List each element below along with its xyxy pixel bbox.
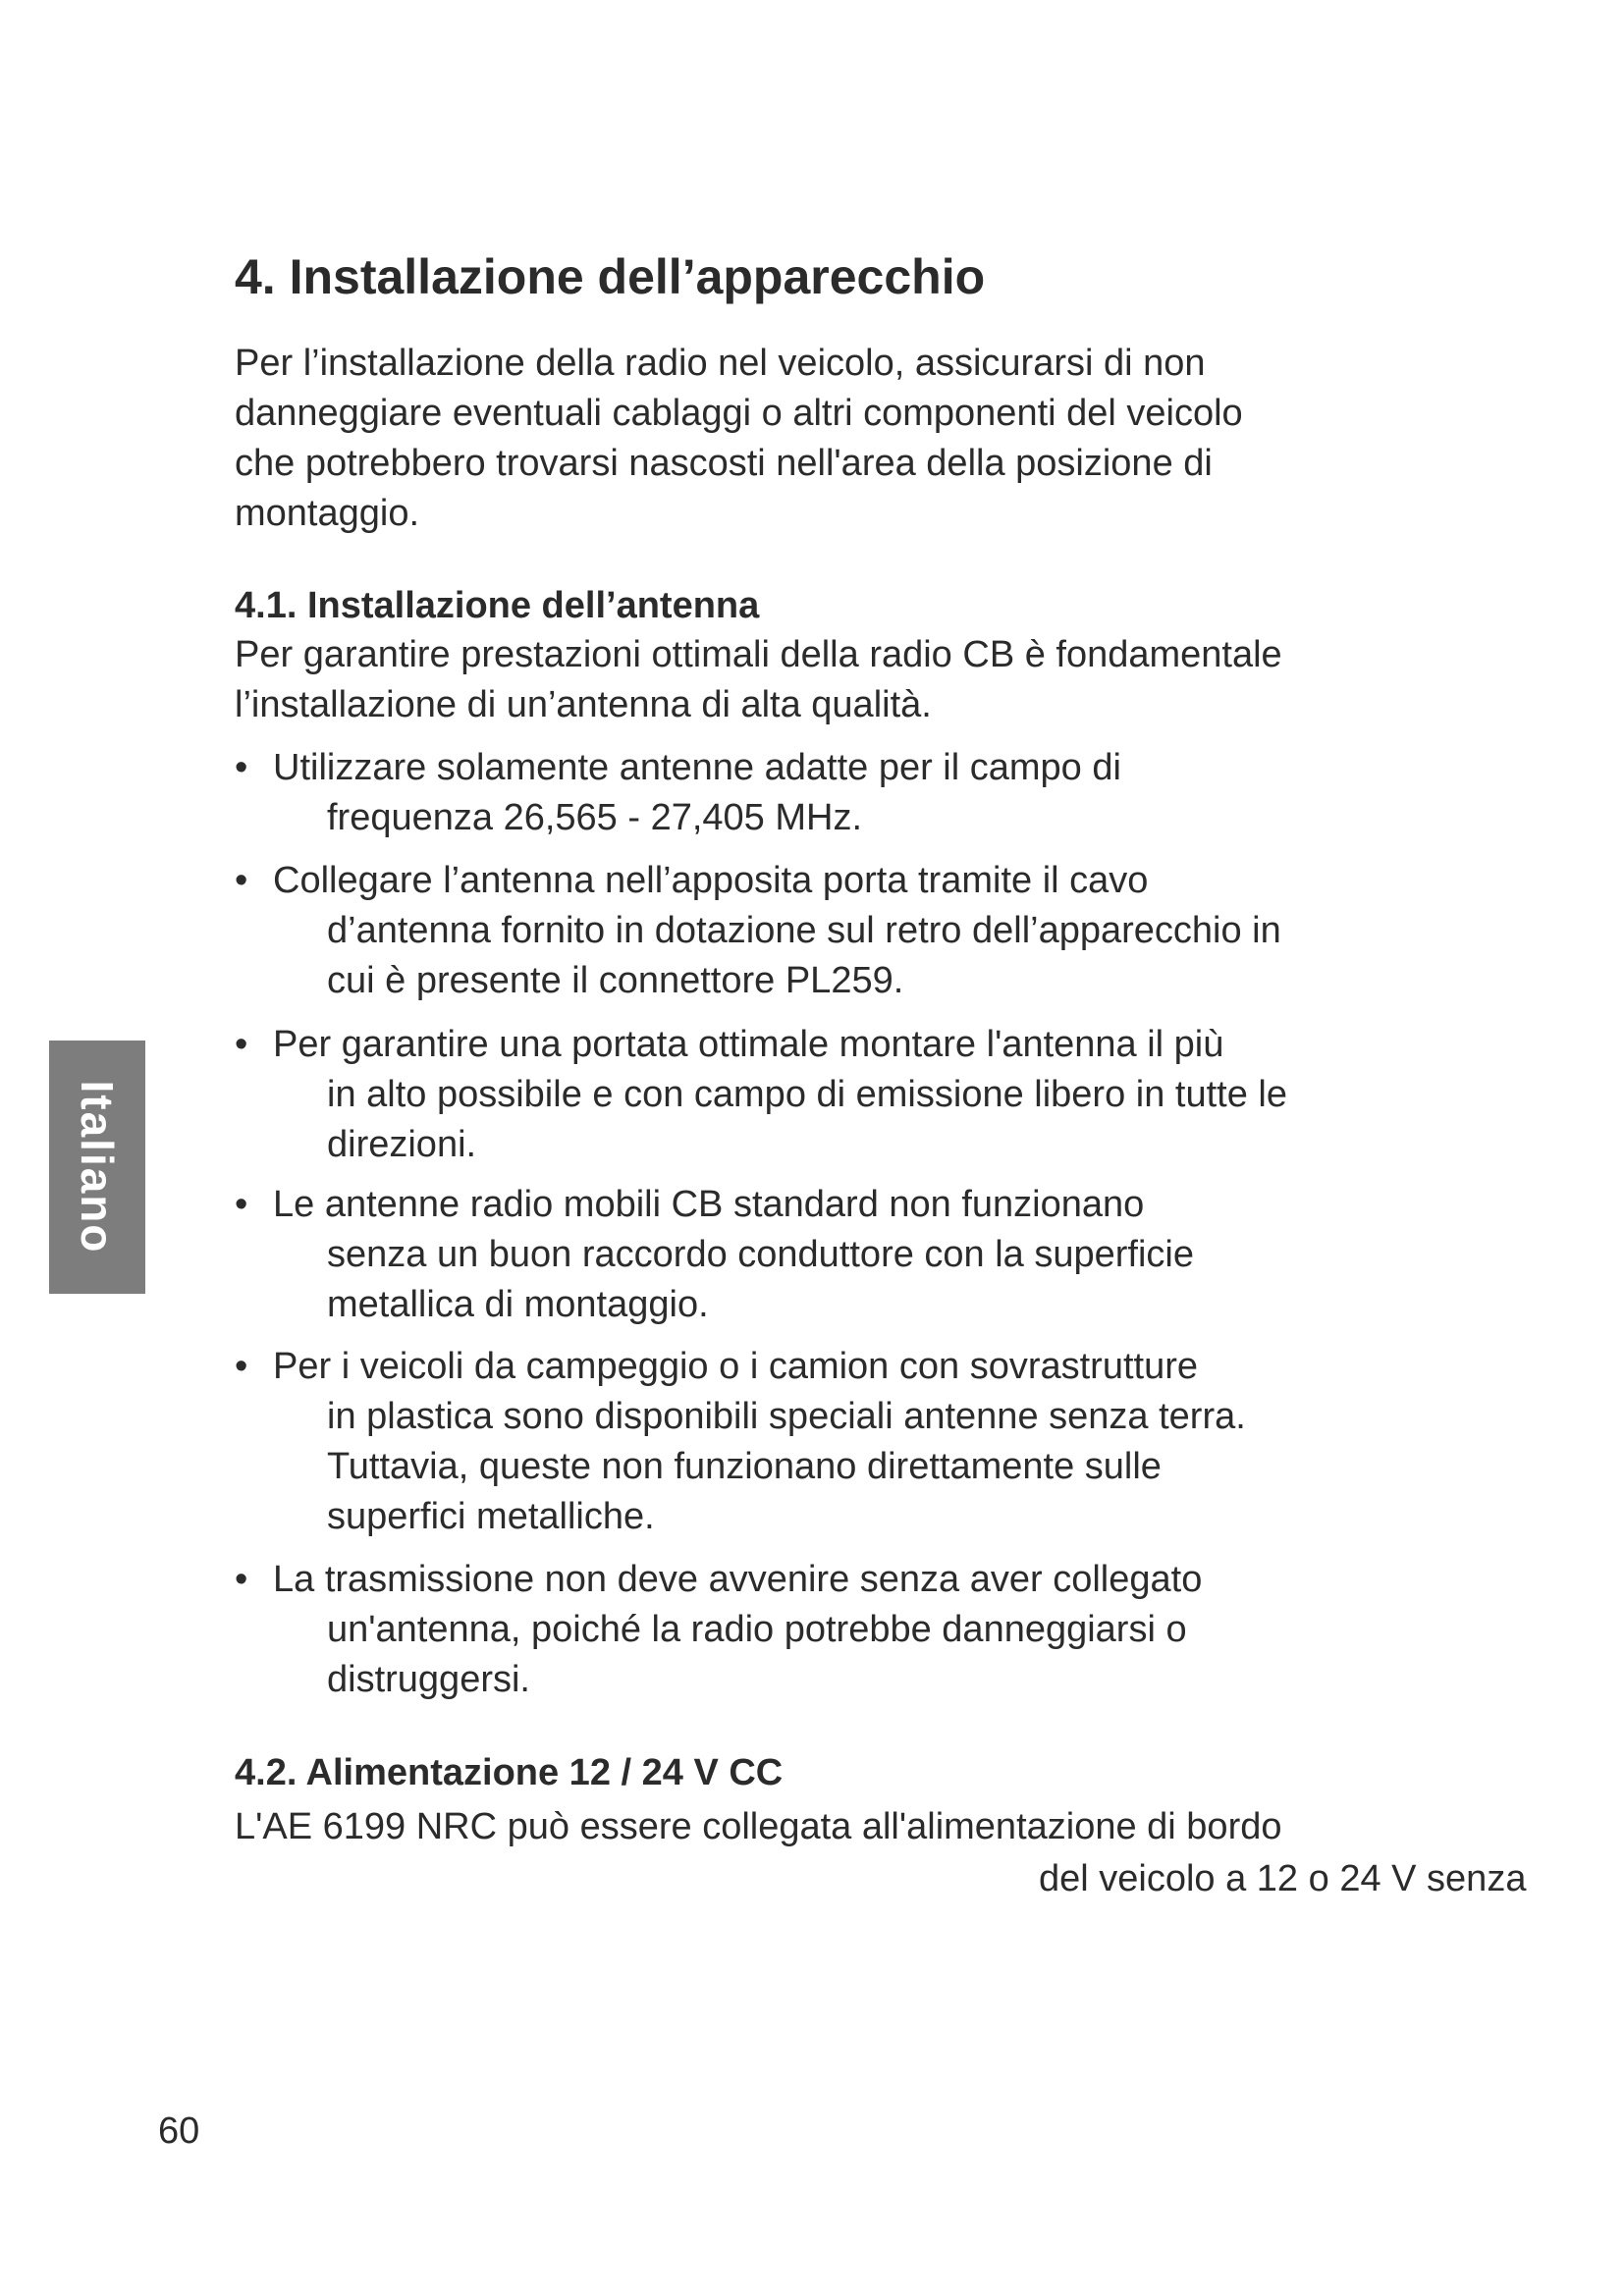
intro-line: Per l’installazione della radio nel veicolo, assicurarsi di non	[235, 343, 1206, 384]
intro-line: che potrebbero trovarsi nascosti nell'area della posizione di	[235, 443, 1213, 484]
bullet-line: direzioni.	[327, 1124, 477, 1165]
intro-paragraph	[235, 339, 1413, 539]
bullet-line: metallica di montaggio.	[327, 1284, 709, 1325]
body-line: Per garantire prestazioni ottimali della radio CB è fondamentale	[235, 634, 1282, 675]
bullet-line: Per garantire una portata ottimale montare l'antenna il più	[273, 1024, 1224, 1065]
bullet-line: Le antenne radio mobili CB standard non funzionano	[273, 1184, 1145, 1225]
section-body-antenna	[235, 630, 1282, 730]
bullet-marker: •	[235, 1346, 248, 1387]
bullet-line: frequenza 26,565 - 27,405 MHz.	[327, 797, 863, 838]
bullet-line: Collegare l’antenna nell’apposita porta tramite il cavo	[273, 860, 1149, 901]
bullet-marker: •	[235, 747, 248, 788]
body-line: L'AE 6199 NRC può essere collegata all'alimentazione di bordo	[235, 1806, 1282, 1847]
body-line: l’installazione di un’antenna di alta qualità.	[235, 684, 932, 725]
bullet-line: d’antenna fornito in dotazione sul retro dell’apparecchio in	[327, 910, 1281, 951]
bullet-item	[235, 1342, 1246, 1542]
bullet-line: La trasmissione non deve avvenire senza aver collegato	[273, 1559, 1203, 1600]
bullet-item	[235, 743, 1121, 843]
bullet-marker: •	[235, 860, 248, 901]
bullet-line: in alto possibile e con campo di emissione libero in tutte le	[327, 1074, 1287, 1115]
language-side-tab	[49, 1041, 145, 1294]
bullet-line: Utilizzare solamente antenne adatte per il campo di	[273, 747, 1121, 788]
page-title: 4. Installazione dell’apparecchio	[235, 249, 986, 304]
page-number: 60	[158, 2110, 200, 2152]
section-heading-antenna: 4.1. Installazione dell’antenna	[235, 585, 760, 626]
bullet-marker: •	[235, 1184, 248, 1225]
bullet-marker: •	[235, 1024, 248, 1065]
trailing-line: del veicolo a 12 o 24 V senza	[1039, 1858, 1527, 1899]
bullet-line: cui è presente il connettore PL259.	[327, 960, 904, 1001]
intro-line: danneggiare eventuali cablaggi o altri componenti del veicolo	[235, 393, 1243, 434]
bullet-line: superfici metalliche.	[327, 1496, 655, 1537]
bullet-item	[235, 1180, 1194, 1330]
intro-line: montaggio.	[235, 493, 420, 534]
bullet-line: Per i veicoli da campeggio o i camion con sovrastrutture	[273, 1346, 1199, 1387]
language-tab-label: Italiano	[72, 1080, 123, 1255]
bullet-item	[235, 1555, 1202, 1705]
bullet-item	[235, 856, 1281, 1006]
bullet-line: in plastica sono disponibili speciali antenne senza terra.	[327, 1396, 1246, 1437]
section-body-power	[235, 1802, 1282, 1852]
bullet-line: Tuttavia, queste non funzionano direttamente sulle	[327, 1446, 1162, 1487]
bullet-marker: •	[235, 1559, 248, 1600]
bullet-line: un'antenna, poiché la radio potrebbe danneggiarsi o	[327, 1609, 1187, 1650]
bullet-line: senza un buon raccordo conduttore con la superficie	[327, 1234, 1194, 1275]
bullet-line: distruggersi.	[327, 1659, 530, 1700]
section-heading-power: 4.2. Alimentazione 12 / 24 V CC	[235, 1752, 784, 1793]
bullet-item	[235, 1020, 1287, 1170]
